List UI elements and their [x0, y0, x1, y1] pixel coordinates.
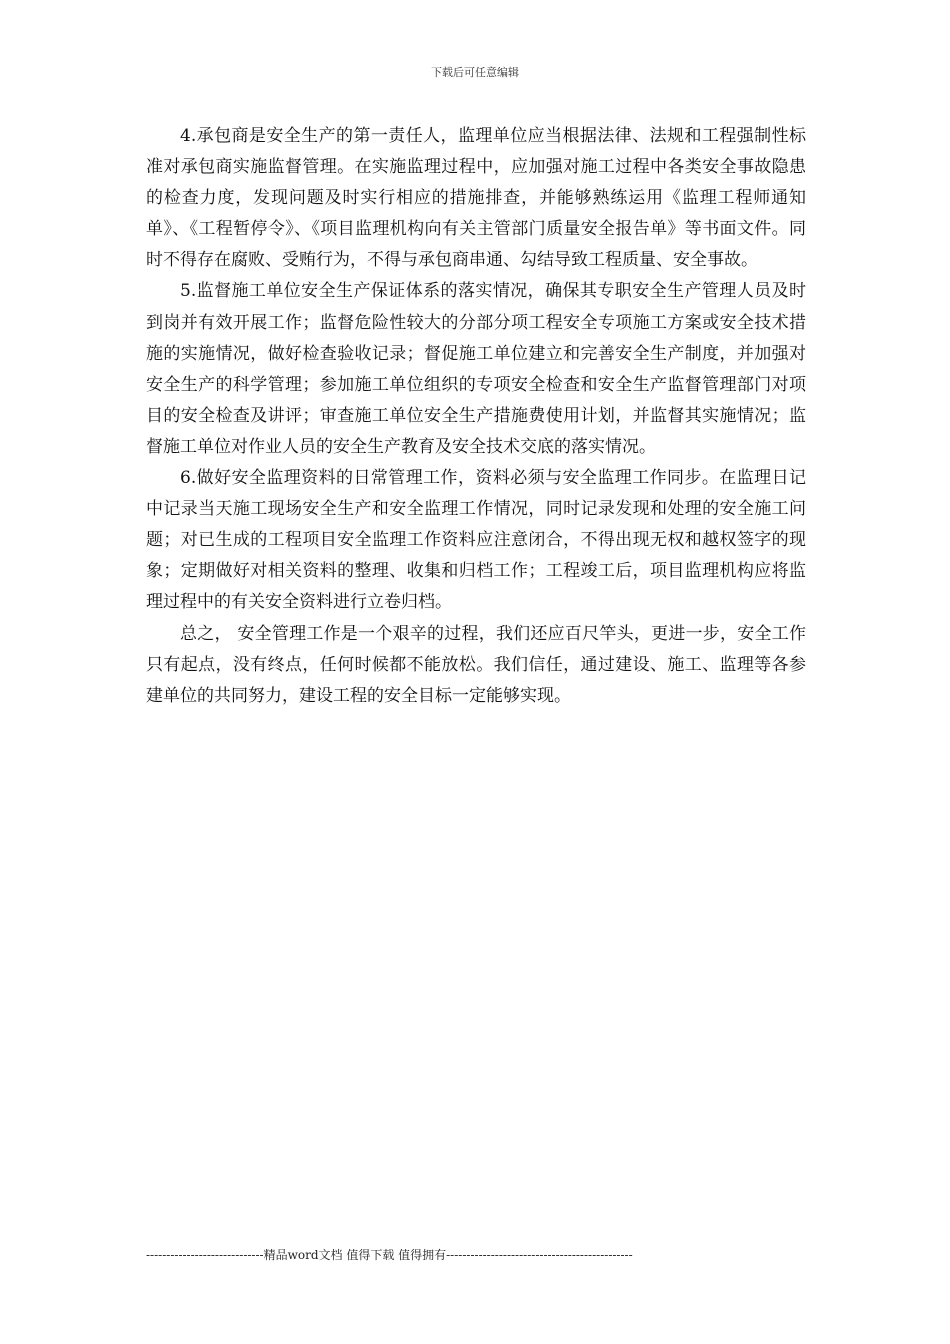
document-body	[146, 121, 806, 712]
paragraph-conclusion: 总之， 安全管理工作是一个艰辛的过程，我们还应百尺竿头，更进一步，安全工作只有起点，没有终点，任何时候都不能放松。我们信任，通过建设、施工、监理等各参建单位的共同努力，建设工程的安全目标一定能够实现。	[146, 623, 806, 706]
paragraph-item-4: 4.承包商是安全生产的第一责任人，监理单位应当根据法律、法规和工程强制性标准对承包商实施监督管理。在实施监理过程中，应加强对施工过程中各类安全事故隐患的检查力度，发现问题及时实行相应的措施排查，并能够熟练运用《监理工程师通知单》、《工程暂停令》、《项目监理机构向有关主管部门质量安全报告单》等书面文件。同时不得存在腐败、受贿行为，不得与承包商串通、勾结导致工程质量、安全事故。	[146, 126, 806, 271]
page-footer-note: -----------------------------精品word文档 值得下载 值得拥有----------------------------------------------	[146, 1248, 633, 1262]
paragraph-item-5: 5.监督施工单位安全生产保证体系的落实情况，确保其专职安全生产管理人员及时到岗并有效开展工作；监督危险性较大的分部分项工程安全专项施工方案或安全技术措施的实施情况，做好检查验收记录；督促施工单位建立和完善安全生产制度，并加强对安全生产的科学管理；参加施工单位组织的专项安全检查和安全生产监督管理部门对项目的安全检查及讲评；审查施工单位安全生产措施费使用计划，并监督其实施情况；监督施工单位对作业人员的安全生产教育及安全技术交底的落实情况。	[146, 281, 806, 457]
page-header-note: 下载后可任意编辑	[431, 66, 519, 79]
paragraph-item-6: 6.做好安全监理资料的日常管理工作，资料必须与安全监理工作同步。在监理日记中记录当天施工现场安全生产和安全监理工作情况，同时记录发现和处理的安全施工问题；对已生成的工程项目安全监理工作资料应注意闭合，不得出现无权和越权签字的现象；定期做好对相关资料的整理、收集和归档工作；工程竣工后，项目监理机构应将监理过程中的有关安全资料进行立卷归档。	[146, 468, 806, 613]
